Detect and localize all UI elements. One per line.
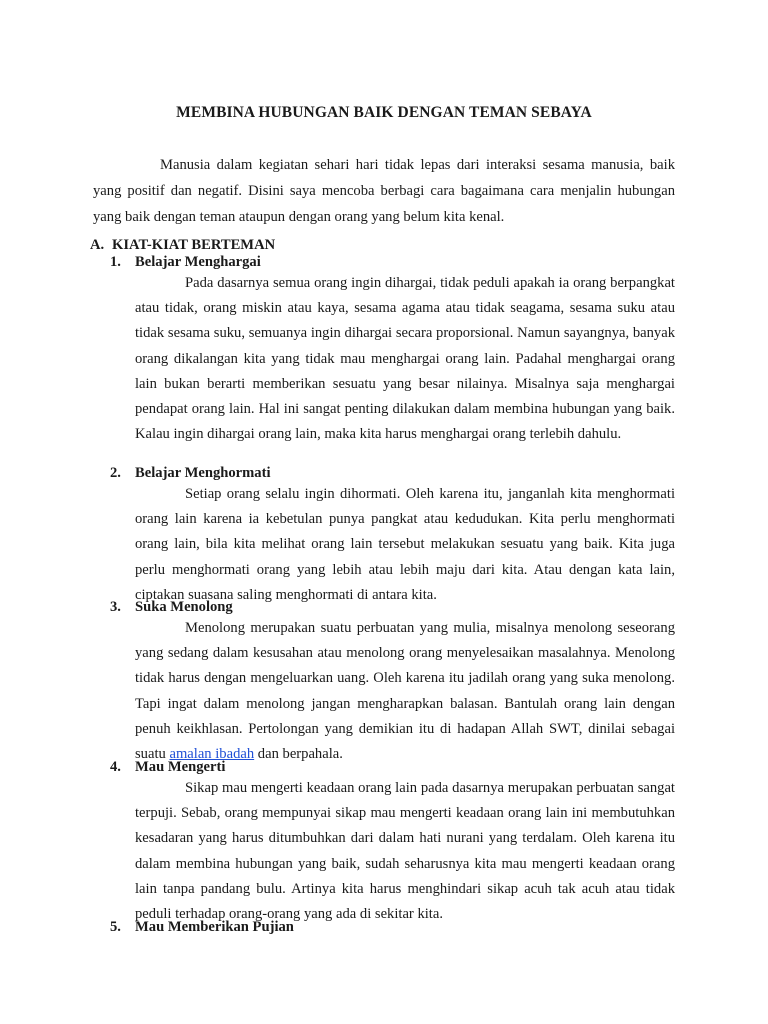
item-paragraph: Setiap orang selalu ingin dihormati. Oleh karena itu, janganlah kita menghormati orang lain karena ia kebetulan punya pangkat atau kedudukan. Kita perlu menghormati orang lain, bila kita melihat orang lain tersebut melakukan sesuatu yang baik. Kita juga perlu menghormati orang yang lebih atau lebih maju dari kita. Atau dengan kata lain, ciptakan suasana saling menghormati di antara kita. (135, 486, 675, 603)
item-title: Mau Mengerti (135, 759, 226, 775)
list-item (110, 919, 675, 936)
item-number: 5. (110, 919, 121, 935)
item-text-after-link: dan berpahala. (254, 746, 343, 763)
item-heading (110, 465, 675, 482)
item-paragraph: Sikap mau mengerti keadaan orang lain pada dasarnya merupakan perbuatan sangat terpuji. Sebab, orang mempunyai sikap mau mengerti keadaan orang lain ini membutuhkan kesadaran yang harus ditumbuhkan dari dalam hati nurani yang terdalam. Oleh karena itu dalam membina hubungan yang baik, sudah seharusnya kita mau mengerti keadaan orang lain tanpa pandang bulu. Artinya kita harus menghindari sikap acuh tak acuh atau tidak peduli terhadap orang-orang yang ada di sekitar kita. (135, 780, 675, 923)
document-title: MEMBINA HUBUNGAN BAIK DENGAN TEMAN SEBAYA (176, 104, 592, 121)
item-heading (110, 599, 675, 616)
item-paragraph: Pada dasarnya semua orang ingin dihargai, tidak peduli apakah ia orang berpangkat atau tidak, orang miskin atau kaya, sesama agama atau tidak seagama, sesama suku atau tidak sesama suku, semuanya ingin dihargai secara proporsional. Namun sayangnya, banyak orang dikalangan kita yang tidak mau menghargai orang lain. Padahal menghargai orang lain bukan berarti memberikan sesuatu yang besar nilainya. Misalnya saja menghargai pendapat orang lain. Hal ini sangat penting dilakukan dalam membina hubungan yang baik. Kalau ingin dihargai orang lain, maka kita harus menghargai orang terlebih dahulu. (135, 275, 675, 443)
item-title: Belajar Menghormati (135, 465, 271, 481)
section-letter: A. (90, 237, 105, 253)
item-number: 3. (110, 599, 121, 615)
item-heading (110, 759, 675, 776)
intro-paragraph: Manusia dalam kegiatan sehari hari tidak lepas dari interaksi sesama manusia, baik yang positif dan negatif. Disini saya mencoba berbagi cara bagaimana cara menjalin hubungan yang baik dengan teman ataupun dengan orang yang belum kita kenal. (93, 157, 675, 225)
item-number: 4. (110, 759, 121, 775)
list-item (110, 465, 675, 608)
item-heading (110, 919, 675, 936)
item-paragraph (135, 616, 675, 767)
section-heading (90, 237, 275, 254)
item-heading (110, 254, 675, 271)
item-title: Belajar Menghargai (135, 254, 261, 270)
list-item (110, 759, 675, 927)
item-number: 1. (110, 254, 121, 270)
item-title: Mau Memberikan Pujian (135, 919, 294, 935)
item-number: 2. (110, 465, 121, 481)
item-title: Suka Menolong (135, 599, 233, 615)
amalan-ibadah-link[interactable]: amalan ibadah (169, 746, 255, 763)
item-text-before-link: Menolong merupakan suatu perbuatan yang mulia, misalnya menolong seseorang yang sedang dalam kesusahan atau menolong orang menyelesaikan masalahnya. Menolong tidak harus dengan mengeluarkan uang. Oleh karena itu jadilah orang yang suka menolong. Tapi ingat dalam menolong jangan mengharapkan balasan. Bantulah orang lain dengan penuh keikhlasan. Pertolongan yang demikian itu di hadapan Allah SWT, dinilai sebagai suatu (135, 620, 675, 763)
section-title: KIAT-KIAT BERTEMAN (112, 237, 276, 253)
list-item (110, 599, 675, 767)
list-item (110, 254, 675, 447)
